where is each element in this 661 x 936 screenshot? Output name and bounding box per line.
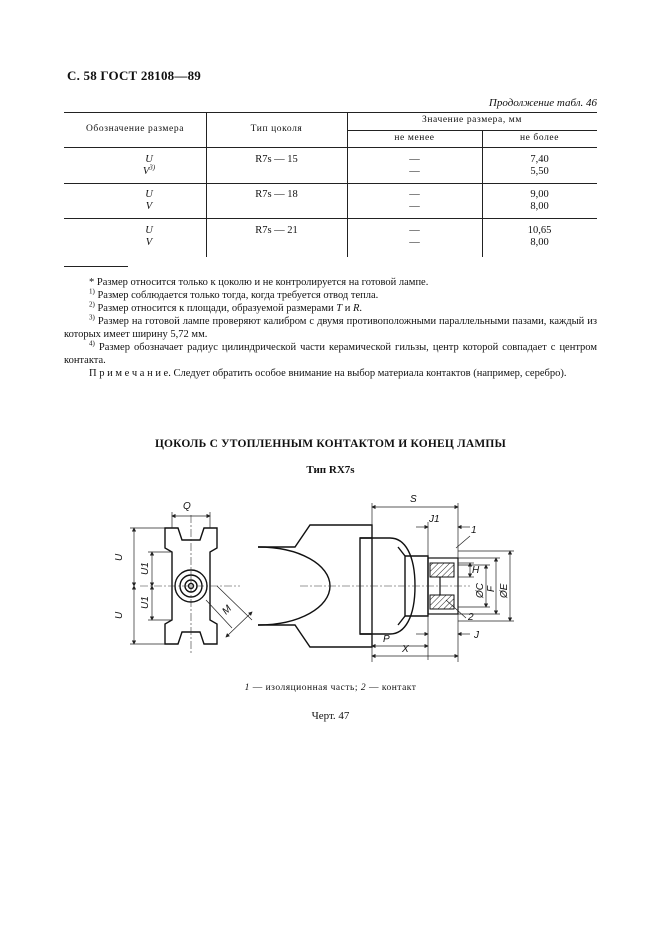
label-U-top: U	[114, 553, 125, 561]
figure-subtitle: Тип RX7s	[306, 464, 355, 476]
table-cell-max: 8,00	[530, 201, 549, 212]
table-cell-dim: U	[145, 189, 153, 200]
callout-2: 2	[468, 612, 474, 623]
callout-1: 1	[471, 525, 477, 536]
table-cell-min: —	[409, 189, 420, 200]
header-value: Значение размера, мм	[422, 115, 522, 125]
table-cell-min: —	[409, 154, 420, 165]
table-cell-min: —	[409, 166, 420, 177]
label-U-bottom: U	[114, 611, 125, 619]
footnote-separator	[64, 266, 128, 267]
footnote-1: $^{1)}$ Размер соблюдается только тогда, когда требуется отвод тепла.	[89, 287, 379, 301]
page-header: С. 58 ГОСТ 28108—89	[67, 68, 201, 83]
table-cell-dim: $V^{3)}$	[142, 163, 156, 177]
header-max: не более	[519, 133, 560, 143]
figure-legend: 1 — изоляционная часть; 2 — контакт	[244, 683, 417, 693]
label-E: ØE	[499, 583, 510, 598]
header-min: не менее	[394, 133, 435, 143]
label-F: F	[486, 585, 497, 592]
label-X: X	[402, 644, 409, 655]
label-J1: J1	[429, 514, 440, 525]
figure-caption: Черт. 47	[311, 710, 350, 722]
table-cell-base: R7s — 18	[255, 189, 298, 200]
table-top-rule	[64, 112, 597, 113]
label-M: M	[220, 603, 235, 618]
footnote-4: $^{4)}$ Размер обозначает радиус цилиндрической части керамической гильзы, центр которой совпадает с центром контакта.	[64, 339, 598, 366]
table-row-rule	[64, 218, 597, 219]
table-note: П р и м е ч а н и е. Следует обратить особое внимание на выбор материала контактов (например, серебро).	[89, 368, 567, 379]
table-cell-dim: U	[145, 225, 153, 236]
footnote-2: $^{2)}$ Размер относится к площади, образуемой размерами T и R.	[89, 300, 363, 314]
label-S: S	[410, 494, 417, 505]
label-H: H	[472, 565, 480, 576]
table-row-rule	[64, 183, 597, 184]
footnote-star: * Размер относится только к цоколю и не контролируется на готовой лампе.	[89, 277, 429, 288]
figure-title: ЦОКОЛЬ С УТОПЛЕННЫМ КОНТАКТОМ И КОНЕЦ ЛАМПЫ	[154, 438, 507, 450]
label-U1-top: U1	[140, 562, 151, 575]
label-U1-bottom: U1	[140, 596, 151, 609]
table-cell-dim: V	[145, 237, 153, 248]
table-cell-max: 10,65	[527, 225, 552, 236]
table-subheader-rule	[347, 130, 597, 131]
table-cell-base: R7s — 15	[255, 154, 298, 165]
table-cell-min: —	[409, 201, 420, 212]
table-cell-min: —	[409, 225, 420, 236]
dimensions-table	[64, 112, 597, 257]
table-cell-max: 8,00	[530, 237, 549, 248]
label-J: J	[474, 630, 479, 641]
footnote-ref: 3)	[149, 163, 156, 172]
table-cell-base: R7s — 21	[255, 225, 298, 236]
label-C: ØC	[475, 583, 486, 598]
side-view-dimensions	[372, 503, 514, 662]
end-view-centerlines	[140, 515, 240, 655]
label-Q: Q	[183, 501, 191, 512]
label-P: P	[383, 634, 390, 645]
header-base-type: Тип цоколя	[250, 124, 303, 134]
technical-drawing	[0, 490, 661, 680]
table-cell-dim: U	[145, 154, 153, 165]
table-continuation-note: Продолжение табл. 46	[488, 97, 597, 109]
table-cell-max: 7,40	[530, 154, 549, 165]
table-cell-dim: V	[145, 201, 153, 212]
table-cell-min: —	[409, 237, 420, 248]
table-cell-max: 5,50	[530, 166, 549, 177]
table-header-bottom-rule	[64, 147, 597, 148]
table-cell-max: 9,00	[530, 189, 549, 200]
footnote-3: $^{3)}$ Размер на готовой лампе проверяют калибром с двумя противоположными параллельными пазами, каждый из которых имеет ширину 5,72 мм.	[64, 313, 598, 340]
header-designation: Обозначение размера	[85, 124, 185, 134]
